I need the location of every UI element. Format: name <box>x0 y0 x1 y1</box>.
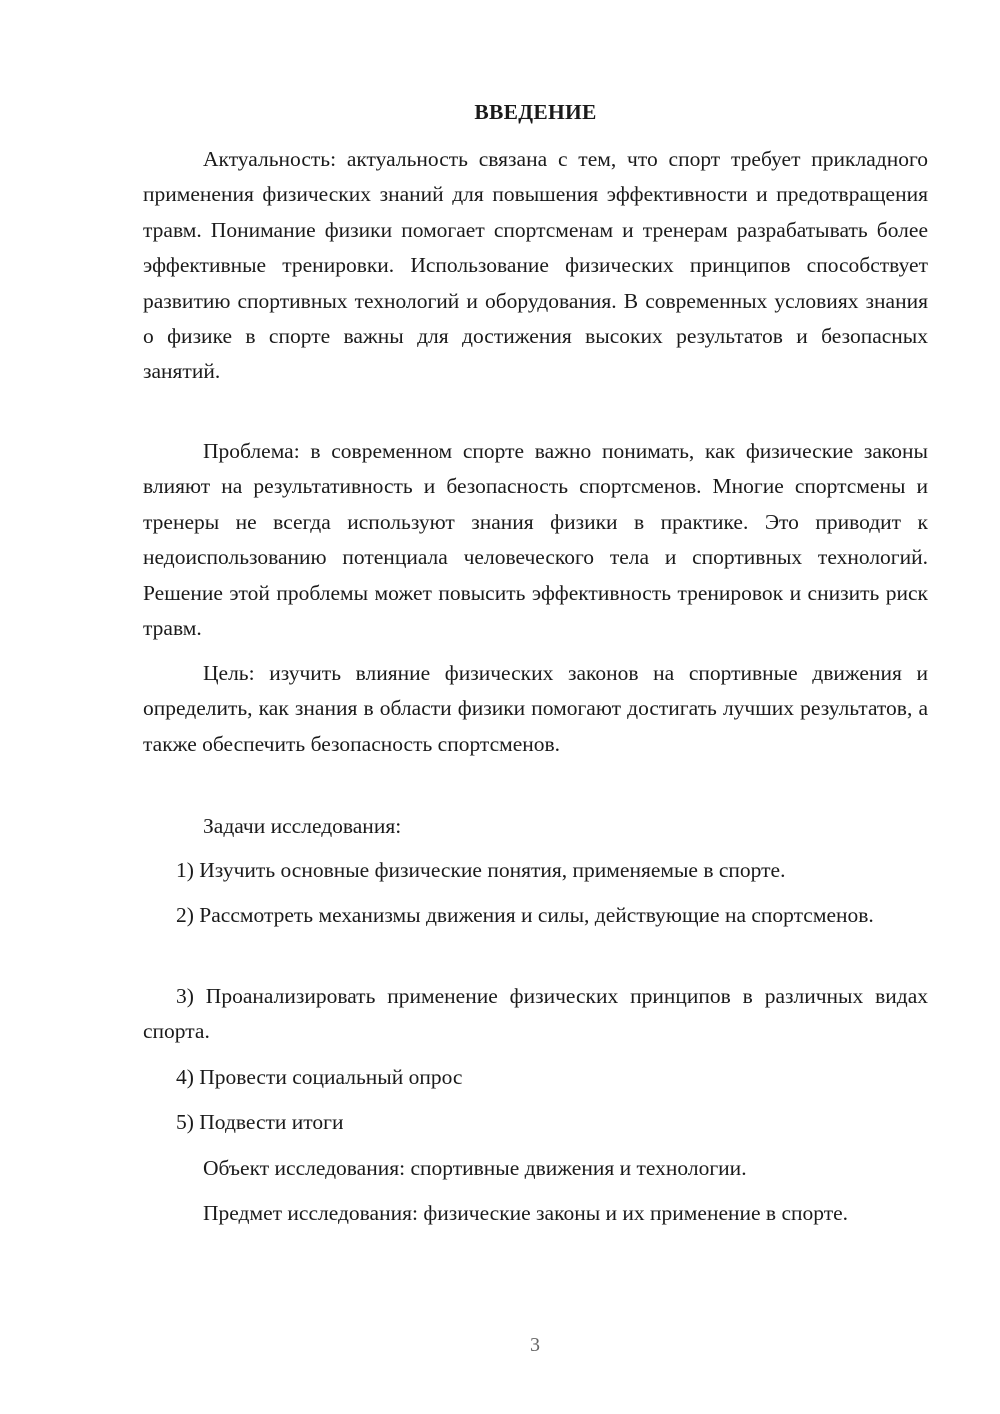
task-item-5: 5) Подвести итоги <box>176 1110 344 1134</box>
task-item-3: 3) Проанализировать применение физических принципов в различных видах спорта. <box>143 984 928 1044</box>
problem-paragraph: Проблема: в современном спорте важно понимать, как физические законы влияют на результативность и безопасность спортсменов. Многие спортсмены и тренеры не всегда используют знания физики в практике. Это приводит к недоиспользованию потенциала человеческого тела и спортивных технологий. Решение этой проблемы может повысить эффективность тренировок и снизить риск травм. <box>143 439 928 641</box>
page-number: 3 <box>530 1334 540 1356</box>
relevance-paragraph: Актуальность: актуальность связана с тем, что спорт требует прикладного применения физических знаний для повышения эффективности и предотвращения травм. Понимание физики помогает спортсменам и тренерам разрабатывать более эффективные тренировки. Использование физических принципов способствует развитию спортивных технологий и оборудования. В современных условиях знания о физике в спорте важны для достижения высоких результатов и безопасных занятий. <box>143 147 928 384</box>
task-item-2: 2) Рассмотреть механизмы движения и силы, действующие на спортсменов. <box>176 903 874 927</box>
subject-paragraph: Предмет исследования: физические законы и их применение в спорте. <box>203 1201 849 1225</box>
goal-paragraph: Цель: изучить влияние физических законов на спортивные движения и определить, как знания в области физики помогают достигать лучших результатов, а также обеспечить безопасность спортсменов. <box>143 661 928 756</box>
section-heading: ВВЕДЕНИЕ <box>474 100 597 124</box>
task-item-1: 1) Изучить основные физические понятия, применяемые в спорте. <box>176 858 786 882</box>
object-paragraph: Объект исследования: спортивные движения и технологии. <box>203 1156 747 1180</box>
tasks-heading: Задачи исследования: <box>203 814 402 838</box>
task-item-4: 4) Провести социальный опрос <box>176 1065 463 1089</box>
